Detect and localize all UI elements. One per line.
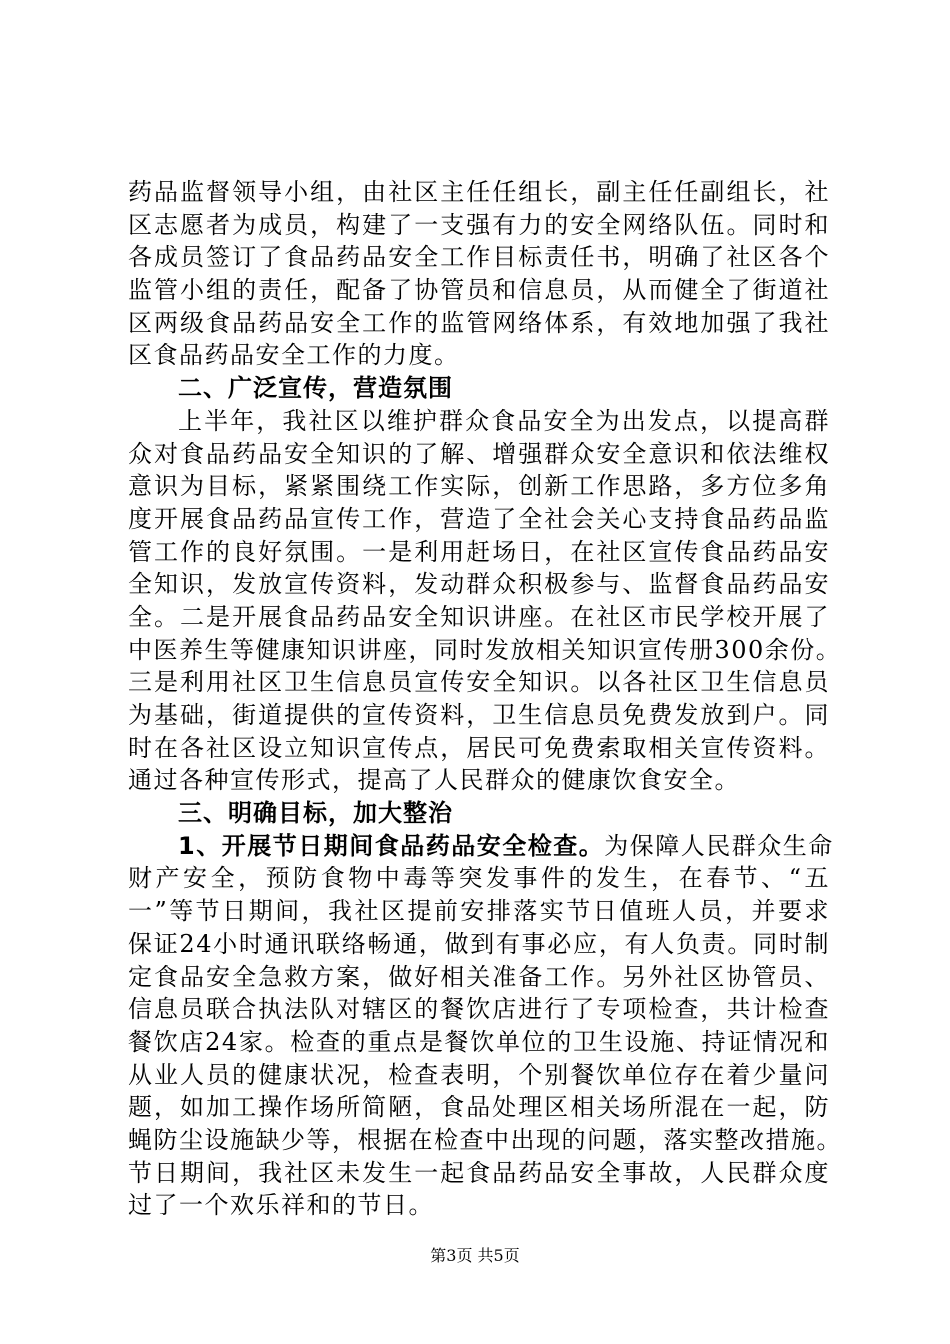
text-line: 上半年，我社区以维护群众食品安全为出发点，以提高群 — [178, 406, 830, 435]
page-footer: 第3页 共5页 — [430, 1246, 520, 1265]
text-line: 全知识，发放宣传资料，发动群众积极参与、监督食品药品安 — [128, 570, 830, 599]
text-line-lead — [128, 830, 834, 863]
text-line: 保证24小时通讯联络畅通，做到有事必应，有人负责。同时制 — [128, 929, 830, 958]
text-line: 区食品药品安全工作的力度。 — [128, 341, 460, 370]
text-line: 时在各社区设立知识宣传点，居民可免费索取相关宣传资料。 — [128, 733, 830, 762]
text-line: 度开展食品药品宣传工作，营造了全社会关心支持食品药品监 — [128, 504, 830, 533]
text-line: 财产安全，预防食物中毒等突发事件的发生，在春节、“五 — [128, 864, 830, 893]
document-body — [128, 176, 842, 1222]
section-heading-targets: 三、明确目标，加大整治 — [178, 799, 453, 828]
lead-text: 为保障人民群众生命 — [604, 831, 834, 860]
text-line: 节日期间，我社区未发生一起食品药品安全事故，人民群众度 — [128, 1158, 830, 1187]
text-line: 药品监督领导小组，由社区主任任组长，副主任任副组长，社 — [128, 178, 830, 206]
text-line: 全。二是开展食品药品安全知识讲座。在社区市民学校开展了 — [128, 602, 830, 631]
text-line: 监管小组的责任，配备了协管员和信息员，从而健全了街道社 — [128, 276, 830, 305]
text-line: 意识为目标，紧紧围绕工作实际，创新工作思路，多方位多角 — [128, 472, 830, 501]
text-line: 三是利用社区卫生信息员宣传安全知识。以各社区卫生信息员 — [128, 668, 830, 697]
paragraph-leadership-group — [128, 176, 830, 372]
text-line: 为基础，街道提供的宣传资料，卫生信息员免费发放到户。同 — [128, 701, 830, 729]
section-heading-publicity: 二、广泛宣传，营造氛围 — [178, 374, 453, 403]
text-line: 定食品安全急救方案，做好相关准备工作。另外社区协管员、 — [128, 962, 830, 991]
text-line: 区志愿者为成员，构建了一支强有力的安全网络队伍。同时和 — [128, 210, 830, 239]
text-line: 信息员联合执法队对辖区的餐饮店进行了专项检查，共计检查 — [128, 995, 830, 1024]
text-line: 中医养生等健康知识讲座，同时发放相关知识宣传册300余份。 — [128, 635, 842, 664]
text-line: 从业人员的健康状况，检查表明，个别餐饮单位存在着少量问 — [128, 1060, 830, 1089]
text-line: 区两级食品药品安全工作的监管网络体系，有效地加强了我社 — [128, 308, 830, 337]
text-line: 题，如加工操作场所简陋，食品处理区相关场所混在一起，防 — [128, 1093, 830, 1122]
subsection-title: 1、开展节日期间食品药品安全检查。 — [178, 831, 605, 860]
text-line: 管工作的良好氛围。一是利用赶场日，在社区宣传食品药品安 — [128, 537, 830, 566]
text-line: 通过各种宣传形式，提高了人民群众的健康饮食安全。 — [128, 766, 740, 795]
text-line: 过了一个欢乐祥和的节日。 — [128, 1191, 434, 1220]
paragraph-holiday-inspection — [128, 830, 842, 1222]
text-line: 一”等节日期间，我社区提前安排落实节日值班人员，并要求 — [128, 897, 830, 926]
text-line: 各成员签订了食品药品安全工作目标责任书，明确了社区各个 — [128, 243, 830, 272]
text-line: 众对食品药品安全知识的了解、增强群众安全意识和依法维权 — [128, 439, 830, 468]
text-line: 餐饮店24家。检查的重点是餐饮单位的卫生设施、持证情况和 — [128, 1027, 830, 1056]
text-line: 蝇防尘设施缺少等，根据在检查中出现的问题，落实整改措施。 — [128, 1125, 842, 1154]
paragraph-publicity — [128, 405, 842, 797]
